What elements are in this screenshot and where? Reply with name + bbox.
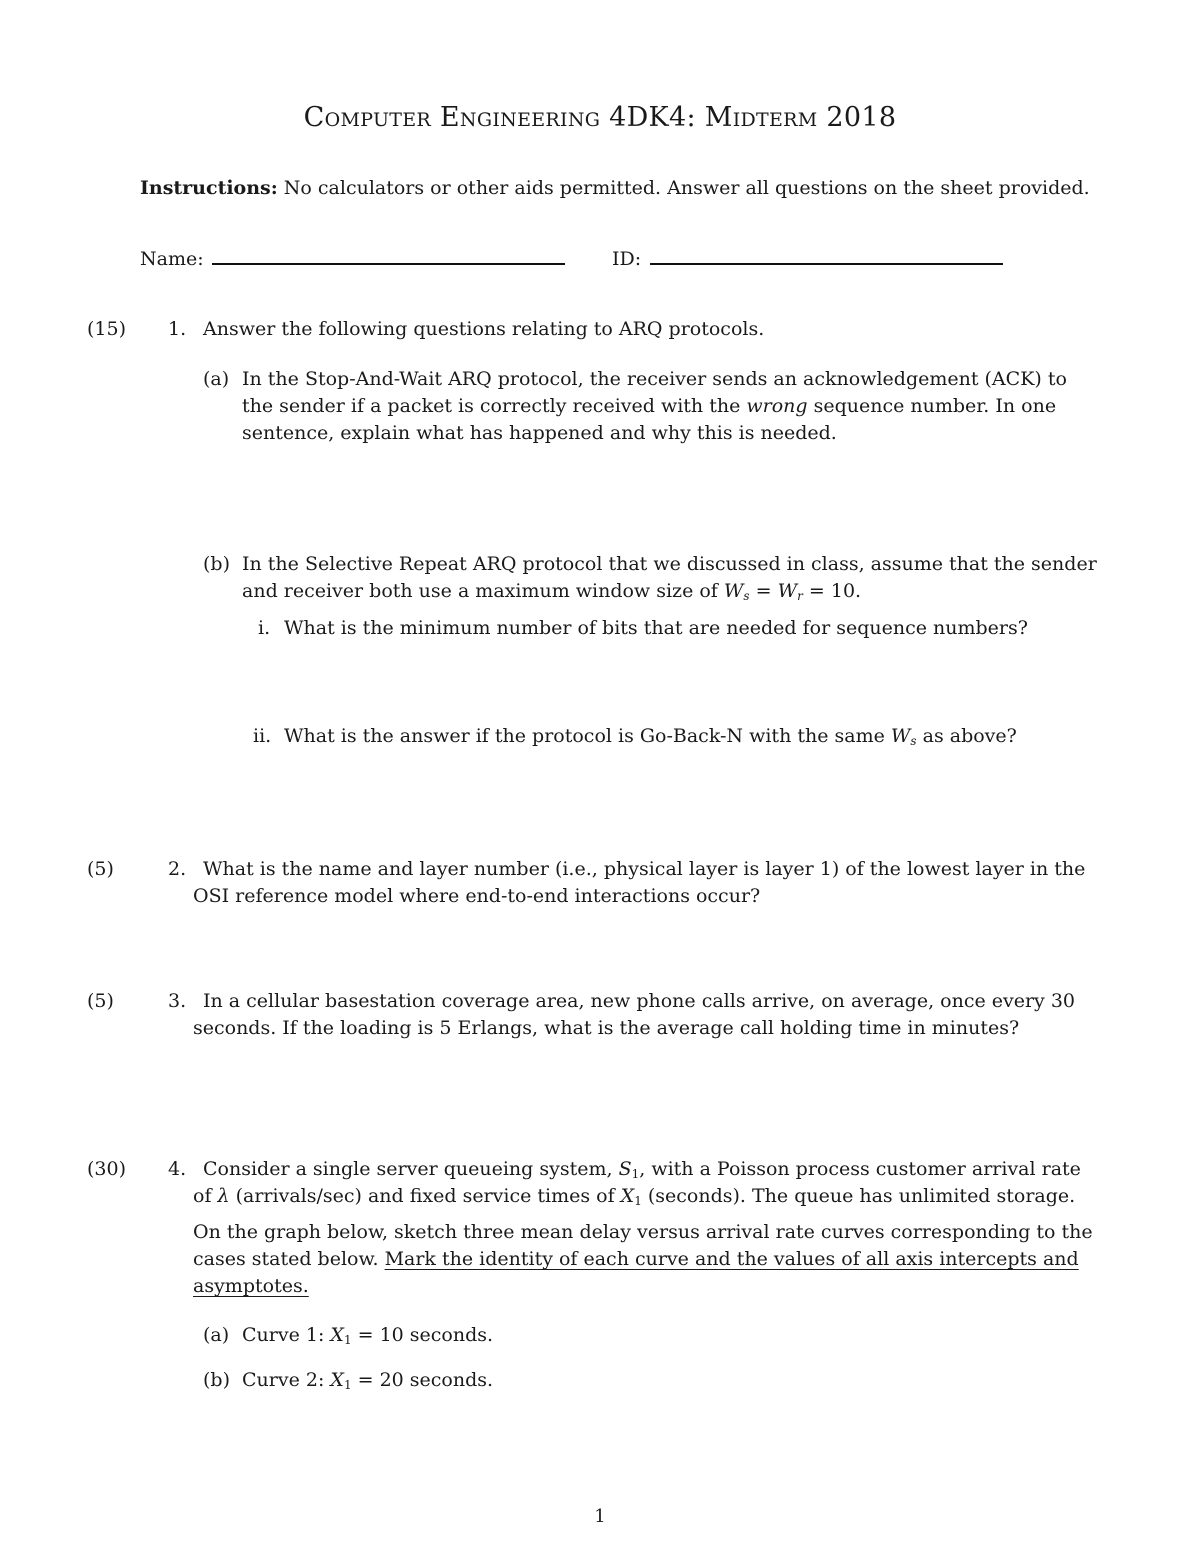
q4-marks: (30) bbox=[87, 1158, 127, 1180]
math-eq: = bbox=[749, 580, 778, 602]
q2-line1: What is the name and layer number (i.e., physical layer is layer 1) of the lowest layer in the bbox=[203, 858, 1086, 880]
math-lambda: λ bbox=[217, 1185, 230, 1207]
q4-underlined-instruction: Mark the identity of each curve and the values of all axis intercepts and bbox=[384, 1248, 1079, 1270]
q1a-emphasis: wrong bbox=[746, 395, 808, 417]
q1a-label: (a) bbox=[203, 368, 230, 390]
q1a-line2 bbox=[242, 395, 1056, 417]
math-wr: W bbox=[777, 580, 798, 602]
q1a-line1: In the Stop-And-Wait ARQ protocol, the receiver sends an acknowledgement (ACK) to bbox=[242, 368, 1067, 390]
q4b-label: (b) bbox=[203, 1369, 230, 1391]
q1-text: Answer the following questions relating to ARQ protocols. bbox=[203, 318, 765, 340]
q3-number: 3. bbox=[168, 990, 187, 1012]
id-answer-line[interactable] bbox=[650, 263, 1003, 265]
q2-number: 2. bbox=[168, 858, 187, 880]
q4-line1-post: , with a Poisson process customer arrival rate bbox=[639, 1158, 1081, 1180]
q4-number: 4. bbox=[168, 1158, 187, 1180]
q4a-text bbox=[242, 1324, 493, 1346]
math-ws-sub: s bbox=[743, 589, 750, 603]
q4-p2-line2-pre: cases stated below. bbox=[193, 1248, 385, 1270]
q1b-ii-text bbox=[284, 725, 1017, 747]
q3-line2: seconds. If the loading is 5 Erlangs, what is the average call holding time in minutes? bbox=[193, 1017, 1020, 1039]
q4-line2 bbox=[193, 1185, 1075, 1207]
id-label: ID: bbox=[612, 248, 642, 270]
q4-line1 bbox=[203, 1158, 1081, 1180]
q2-line2: OSI reference model where end-to-end interactions occur? bbox=[193, 885, 761, 907]
q4b-post: = 20 seconds. bbox=[351, 1369, 494, 1391]
q1-number: 1. bbox=[168, 318, 187, 340]
q1b-line2-pre: and receiver both use a maximum window size of bbox=[242, 580, 724, 602]
q1-marks: (15) bbox=[87, 318, 127, 340]
q1a-line3: sentence, explain what has happened and why this is needed. bbox=[242, 422, 837, 444]
math-x1: X bbox=[330, 1324, 344, 1346]
q1b-i-text: What is the minimum number of bits that are needed for sequence numbers? bbox=[284, 617, 1028, 639]
q1b-line2 bbox=[242, 580, 861, 602]
q4b-text bbox=[242, 1369, 493, 1391]
instructions-label: Instructions: bbox=[140, 177, 278, 199]
q1a-line2-pre: the sender if a packet is correctly received with the bbox=[242, 395, 747, 417]
q4-line1-pre: Consider a single server queueing system, bbox=[203, 1158, 619, 1180]
q1b-ii-label: ii. bbox=[253, 725, 272, 747]
q1b-label: (b) bbox=[203, 553, 230, 575]
q1b-line1: In the Selective Repeat ARQ protocol that we discussed in class, assume that the sender bbox=[242, 553, 1097, 575]
math-wr-sub: r bbox=[797, 589, 803, 603]
q4a-pre: Curve 1: bbox=[242, 1324, 331, 1346]
q4-line2-pre: of bbox=[193, 1185, 218, 1207]
q3-line1: In a cellular basestation coverage area, new phone calls arrive, on average, once every 30 bbox=[203, 990, 1076, 1012]
math-ws: W bbox=[723, 580, 744, 602]
math-ws-sub: s bbox=[910, 734, 917, 748]
q1b-i-label: i. bbox=[258, 617, 271, 639]
math-x1-sub: 1 bbox=[634, 1194, 642, 1208]
math-x1-sub: 1 bbox=[343, 1333, 352, 1347]
q4-line2-post: (seconds). The queue has unlimited storage. bbox=[641, 1185, 1076, 1207]
q1a-line2-post: sequence number. In one bbox=[807, 395, 1057, 417]
q1b-ii-post: as above? bbox=[916, 725, 1017, 747]
name-label: Name: bbox=[140, 248, 204, 270]
q3-marks: (5) bbox=[87, 990, 114, 1012]
name-answer-line[interactable] bbox=[212, 263, 565, 265]
q4-line2-mid: (arrivals/sec) and fixed service times of bbox=[229, 1185, 621, 1207]
q4-p2-line2 bbox=[193, 1248, 1079, 1270]
q4a-label: (a) bbox=[203, 1324, 230, 1346]
instructions-text: No calculators or other aids permitted. Answer all questions on the sheet provided. bbox=[277, 177, 1090, 199]
math-x1-sub: 1 bbox=[343, 1378, 352, 1392]
math-x1: X bbox=[620, 1185, 635, 1207]
q4-p2-line3 bbox=[193, 1275, 309, 1297]
q1b-line2-post: = 10. bbox=[802, 580, 862, 602]
math-x1: X bbox=[330, 1369, 344, 1391]
math-s1-sub: 1 bbox=[631, 1167, 640, 1181]
page-title: Computer Engineering 4DK4: Midterm 2018 bbox=[303, 102, 897, 133]
instructions bbox=[140, 177, 1090, 199]
q4-underlined-instruction-end: asymptotes. bbox=[193, 1275, 309, 1297]
q2-marks: (5) bbox=[87, 858, 114, 880]
q4b-pre: Curve 2: bbox=[242, 1369, 331, 1391]
page-number: 1 bbox=[594, 1506, 606, 1527]
math-s1: S bbox=[618, 1158, 632, 1180]
q4-p2-line1: On the graph below, sketch three mean delay versus arrival rate curves corresponding to the bbox=[193, 1221, 1093, 1243]
math-ws: W bbox=[890, 725, 911, 747]
q4a-post: = 10 seconds. bbox=[351, 1324, 494, 1346]
q1b-ii-pre: What is the answer if the protocol is Go-Back-N with the same bbox=[284, 725, 891, 747]
